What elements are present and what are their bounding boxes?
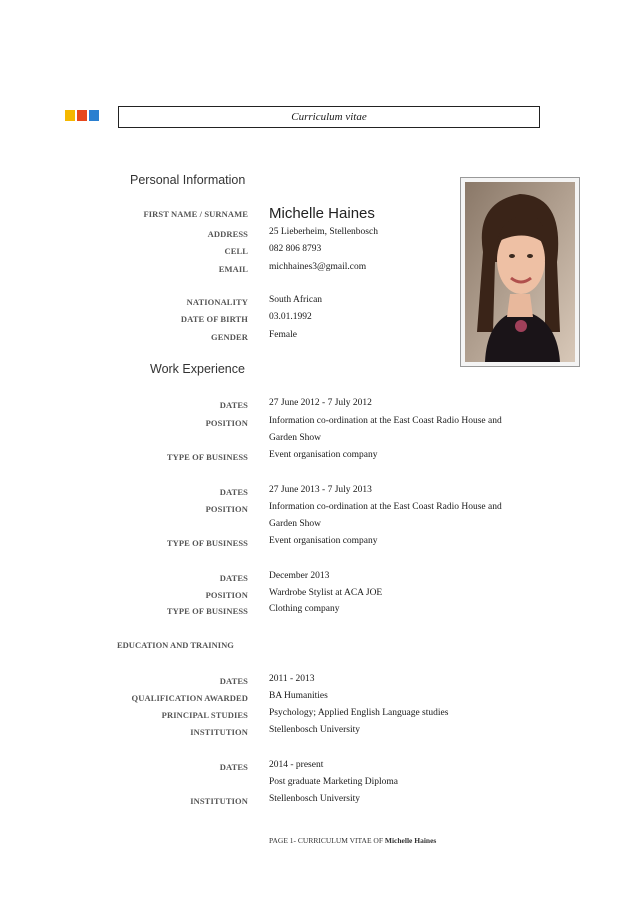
work-dates: December 2013 xyxy=(269,571,330,581)
label-position: POSITION xyxy=(205,590,248,600)
profile-photo xyxy=(460,177,580,367)
label-institution: INSTITUTION xyxy=(190,796,248,806)
edu-studies: Psychology; Applied English Language studies xyxy=(269,708,449,718)
work-business: Event organisation company xyxy=(269,450,378,460)
work-business: Event organisation company xyxy=(269,536,378,546)
edu-qualification: BA Humanities xyxy=(269,691,328,701)
email-value[interactable]: michhaines3@gmail.com xyxy=(269,262,367,272)
label-position: POSITION xyxy=(205,504,248,514)
label-cell: CELL xyxy=(224,246,248,256)
work-dates: 27 June 2013 - 7 July 2013 xyxy=(269,485,372,495)
gender-value: Female xyxy=(269,330,297,340)
personal-info-heading: Personal Information xyxy=(130,173,246,187)
label-email: EMAIL xyxy=(218,264,248,274)
education-heading: EDUCATION AND TRAINING xyxy=(117,640,234,650)
label-nationality: NATIONALITY xyxy=(186,297,248,307)
edu-institution: Stellenbosch University xyxy=(269,725,361,735)
logo-square-red xyxy=(77,110,87,121)
edu-qualification: Post graduate Marketing Diploma xyxy=(269,777,399,787)
logo-square-blue xyxy=(89,110,99,121)
page-footer xyxy=(269,836,436,845)
label-dates: DATES xyxy=(219,573,248,583)
dob-value: 03.01.1992 xyxy=(269,312,312,322)
label-dates: DATES xyxy=(219,762,248,772)
full-name: Michelle Haines xyxy=(269,205,375,222)
label-position: POSITION xyxy=(205,418,248,428)
work-position: Wardrobe Stylist at ACA JOE xyxy=(269,588,383,598)
label-address: ADDRESS xyxy=(207,229,248,239)
work-position: Information co-ordination at the East Coast Radio House and xyxy=(269,416,502,426)
cell-value: 082 806 8793 xyxy=(269,244,322,254)
edu-dates: 2014 - present xyxy=(269,760,324,770)
nationality-value: South African xyxy=(269,295,323,305)
address-value: 25 Lieberheim, Stellenbosch xyxy=(269,227,378,237)
label-institution: INSTITUTION xyxy=(190,727,248,737)
work-position: Information co-ordination at the East Coast Radio House and xyxy=(269,502,502,512)
label-dob: DATE OF BIRTH xyxy=(180,314,248,324)
logo-square-yellow xyxy=(65,110,75,121)
label-name: FIRST NAME / SURNAME xyxy=(143,209,248,219)
label-dates: DATES xyxy=(219,676,248,686)
document-title: Curriculum vitae xyxy=(118,106,540,128)
edu-dates: 2011 - 2013 xyxy=(269,674,315,684)
label-dates: DATES xyxy=(219,487,248,497)
label-qualification: QUALIFICATION AWARDED xyxy=(131,693,248,703)
work-business: Clothing company xyxy=(269,604,340,614)
edu-institution: Stellenbosch University xyxy=(269,794,361,804)
work-experience-heading: Work Experience xyxy=(150,362,245,376)
label-business: TYPE OF BUSINESS xyxy=(166,538,248,548)
label-gender: GENDER xyxy=(211,332,248,342)
work-position-cont: Garden Show xyxy=(269,433,321,443)
footer-prefix: PAGE 1- CURRICULUM VITAE OF xyxy=(269,836,385,845)
label-dates: DATES xyxy=(219,400,248,410)
label-business: TYPE OF BUSINESS xyxy=(166,452,248,462)
work-position-cont: Garden Show xyxy=(269,519,321,529)
work-dates: 27 June 2012 - 7 July 2012 xyxy=(269,398,372,408)
footer-name: Michelle Haines xyxy=(384,836,437,845)
label-business: TYPE OF BUSINESS xyxy=(166,606,248,616)
label-studies: PRINCIPAL STUDIES xyxy=(161,710,248,720)
